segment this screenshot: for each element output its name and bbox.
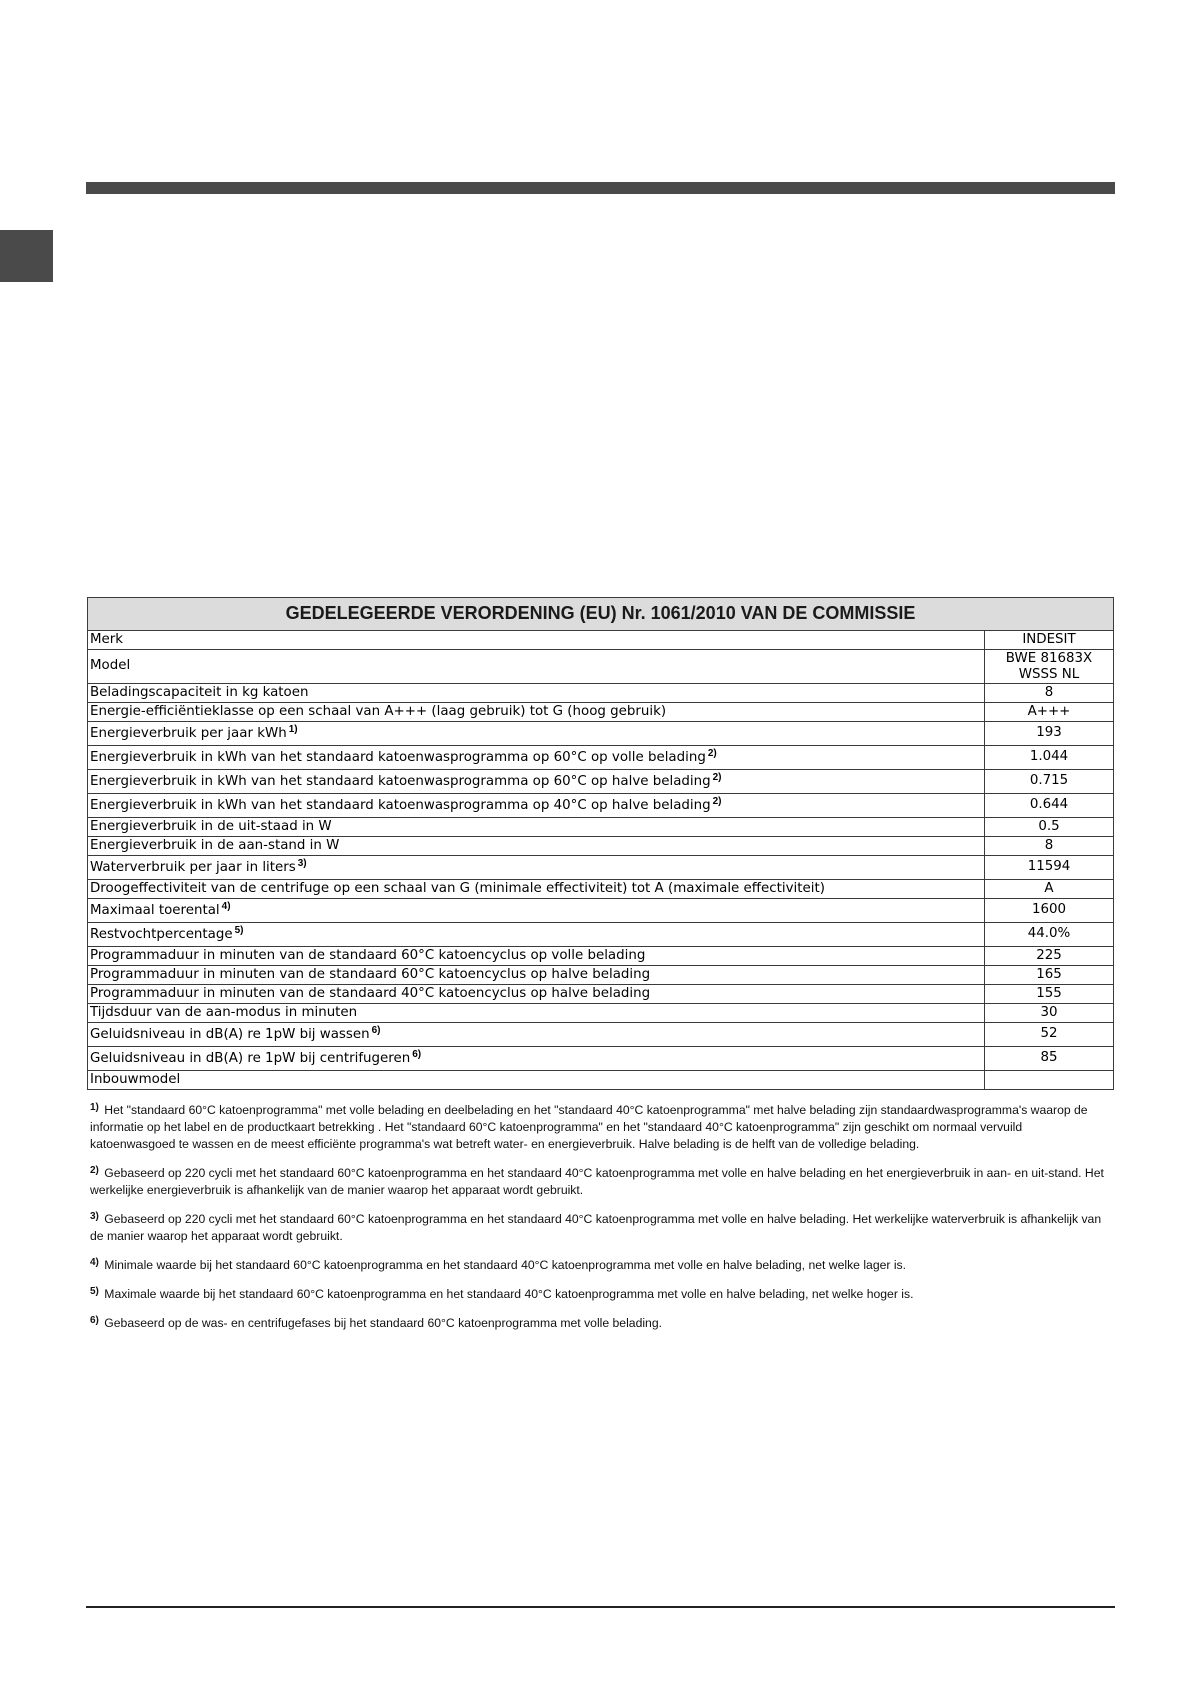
row-label: Model <box>88 650 985 684</box>
footnote-number: 1) <box>90 1102 99 1113</box>
table-row <box>88 818 1114 837</box>
row-label: Tijdsduur van de aan-modus in minuten <box>88 1004 985 1023</box>
row-value <box>985 1071 1114 1090</box>
table-row <box>88 1047 1114 1071</box>
row-label: Geluidsniveau in dB(A) re 1pW bij centrifugeren $^{6)}$ <box>88 1047 985 1071</box>
table-row <box>88 880 1114 899</box>
footnotes <box>90 1099 1110 1341</box>
footnote-ref: 6) <box>412 1049 422 1061</box>
row-value: 52 <box>985 1023 1114 1047</box>
row-value: 155 <box>985 985 1114 1004</box>
table-row <box>88 1071 1114 1090</box>
table-row <box>88 923 1114 947</box>
row-label: Waterverbruik per jaar in liters $^{3)}$ <box>88 856 985 880</box>
footnote-text: Het "standaard 60°C katoenprogramma" met volle belading en deelbelading en het "standaard 40°C katoenprogramma" met halve belading zijn standaardwasprogramma's waarop de informatie op het label en de productkaart betrekking . Het "standaard 60°C katoenprogramma" en het "standaard 40°C katoenprogramma" zijn geschikt om normaal vervuild katoenwasgoed te wassen en de meest efficiënte programma's wat betreft water- en energieverbruik. Halve belading is de helft van de volledige belading. <box>90 1103 1088 1151</box>
footnote <box>90 1162 1110 1199</box>
row-value: 193 <box>985 722 1114 746</box>
footnote-text: Gebaseerd op 220 cycli met het standaard 60°C katoenprogramma en het standaard 40°C katoenprogramma met volle en halve belading. Het werkelijke waterverbruik is afhankelijk van de manier waarop het apparaat wordt gebruikt. <box>90 1212 1102 1243</box>
row-value: INDESIT <box>985 631 1114 650</box>
footnote-text: Gebaseerd op de was- en centrifugefases bij het standaard 60°C katoenprogramma met volle belading. <box>104 1316 662 1330</box>
row-value: 0.5 <box>985 818 1114 837</box>
footer-rule <box>86 1606 1115 1608</box>
table-row <box>88 899 1114 923</box>
table-row <box>88 631 1114 650</box>
footnote-ref: 3) <box>297 858 307 870</box>
row-label: Inbouwmodel <box>88 1071 985 1090</box>
table-row <box>88 966 1114 985</box>
row-value: 85 <box>985 1047 1114 1071</box>
row-label: Geluidsniveau in dB(A) re 1pW bij wassen $^{6)}$ <box>88 1023 985 1047</box>
table-row <box>88 947 1114 966</box>
footnote-ref: 6) <box>371 1025 381 1037</box>
row-value: 225 <box>985 947 1114 966</box>
footnote-number: 4) <box>90 1257 99 1268</box>
row-value: 0.644 <box>985 794 1114 818</box>
row-value: 8 <box>985 684 1114 703</box>
row-value: 8 <box>985 837 1114 856</box>
table-row <box>88 837 1114 856</box>
footnote-number: 5) <box>90 1286 99 1297</box>
footnote <box>90 1208 1110 1245</box>
row-value: 1.044 <box>985 746 1114 770</box>
row-value: A+++ <box>985 703 1114 722</box>
row-label: Energieverbruik in kWh van het standaard katoenwasprogramma op 40°C op halve belading $^{2)}$ <box>88 794 985 818</box>
row-label: Restvochtpercentage $^{5)}$ <box>88 923 985 947</box>
footnote-number: 6) <box>90 1315 99 1326</box>
footnote-ref: 1) <box>288 724 298 736</box>
row-label: Programmaduur in minuten van de standaard 40°C katoencyclus op halve belading <box>88 985 985 1004</box>
row-value: 11594 <box>985 856 1114 880</box>
table-row <box>88 770 1114 794</box>
table-row <box>88 1023 1114 1047</box>
row-value: 165 <box>985 966 1114 985</box>
footnote <box>90 1283 1110 1303</box>
row-label: Droogeffectiviteit van de centrifuge op een schaal van G (minimale effectiviteit) tot A (maximale effectiviteit) <box>88 880 985 899</box>
row-value: 44.0% <box>985 923 1114 947</box>
footnote-text: Gebaseerd op 220 cycli met het standaard 60°C katoenprogramma en het standaard 40°C katoenprogramma met volle en halve belading en het energieverbruik in aan- en uit-stand. Het werkelijke energieverbruik is afhankelijk van de manier waarop het apparaat wordt gebruikt. <box>90 1166 1104 1197</box>
footnote-ref: 4) <box>221 901 231 913</box>
table-row <box>88 1004 1114 1023</box>
footnote <box>90 1312 1110 1332</box>
row-label: Energieverbruik in kWh van het standaard katoenwasprogramma op 60°C op halve belading $^{2)}$ <box>88 770 985 794</box>
table-row <box>88 794 1114 818</box>
row-value: BWE 81683X WSSS NL <box>985 650 1114 684</box>
row-label: Energieverbruik in de aan-stand in W <box>88 837 985 856</box>
footnote-ref: 2) <box>712 796 722 808</box>
row-label: Programmaduur in minuten van de standaard 60°C katoencyclus op halve belading <box>88 966 985 985</box>
row-label: Beladingscapaciteit in kg katoen <box>88 684 985 703</box>
footnote-number: 3) <box>90 1211 99 1222</box>
table-row <box>88 684 1114 703</box>
table-row <box>88 746 1114 770</box>
row-label: Energieverbruik per jaar kWh $^{1)}$ <box>88 722 985 746</box>
footnote-ref: 2) <box>712 772 722 784</box>
footnote-ref: 2) <box>707 748 717 760</box>
footnote <box>90 1099 1110 1153</box>
row-label: Energie-efficiëntieklasse op een schaal van A+++ (laag gebruik) tot G (hoog gebruik) <box>88 703 985 722</box>
row-value: A <box>985 880 1114 899</box>
table-row <box>88 985 1114 1004</box>
row-label: Energieverbruik in kWh van het standaard katoenwasprogramma op 60°C op volle belading $^{2)}$ <box>88 746 985 770</box>
row-value: 0.715 <box>985 770 1114 794</box>
row-label: Programmaduur in minuten van de standaard 60°C katoencyclus op volle belading <box>88 947 985 966</box>
row-value: 30 <box>985 1004 1114 1023</box>
row-value: 1600 <box>985 899 1114 923</box>
table-row <box>88 650 1114 684</box>
row-label: Merk <box>88 631 985 650</box>
table-row <box>88 856 1114 880</box>
table-title-row <box>88 598 1114 631</box>
footnote-number: 2) <box>90 1165 99 1176</box>
row-label: Energieverbruik in de uit-staad in W <box>88 818 985 837</box>
table-title: GEDELEGEERDE VERORDENING (EU) Nr. 1061/2010 VAN DE COMMISSIE <box>88 598 1114 631</box>
header-bar <box>86 182 1115 194</box>
table-row <box>88 703 1114 722</box>
footnote-ref: 5) <box>234 925 244 937</box>
row-label: Maximaal toerental $^{4)}$ <box>88 899 985 923</box>
regulation-spec-table <box>87 597 1114 1090</box>
footnote <box>90 1254 1110 1274</box>
table-row <box>88 722 1114 746</box>
footnote-text: Maximale waarde bij het standaard 60°C katoenprogramma en het standaard 40°C katoenprogramma met volle en halve belading, net welke hoger is. <box>104 1287 914 1301</box>
footnote-text: Minimale waarde bij het standaard 60°C katoenprogramma en het standaard 40°C katoenprogramma met volle en halve belading, net welke lager is. <box>104 1258 907 1272</box>
section-tab-marker <box>0 230 53 282</box>
